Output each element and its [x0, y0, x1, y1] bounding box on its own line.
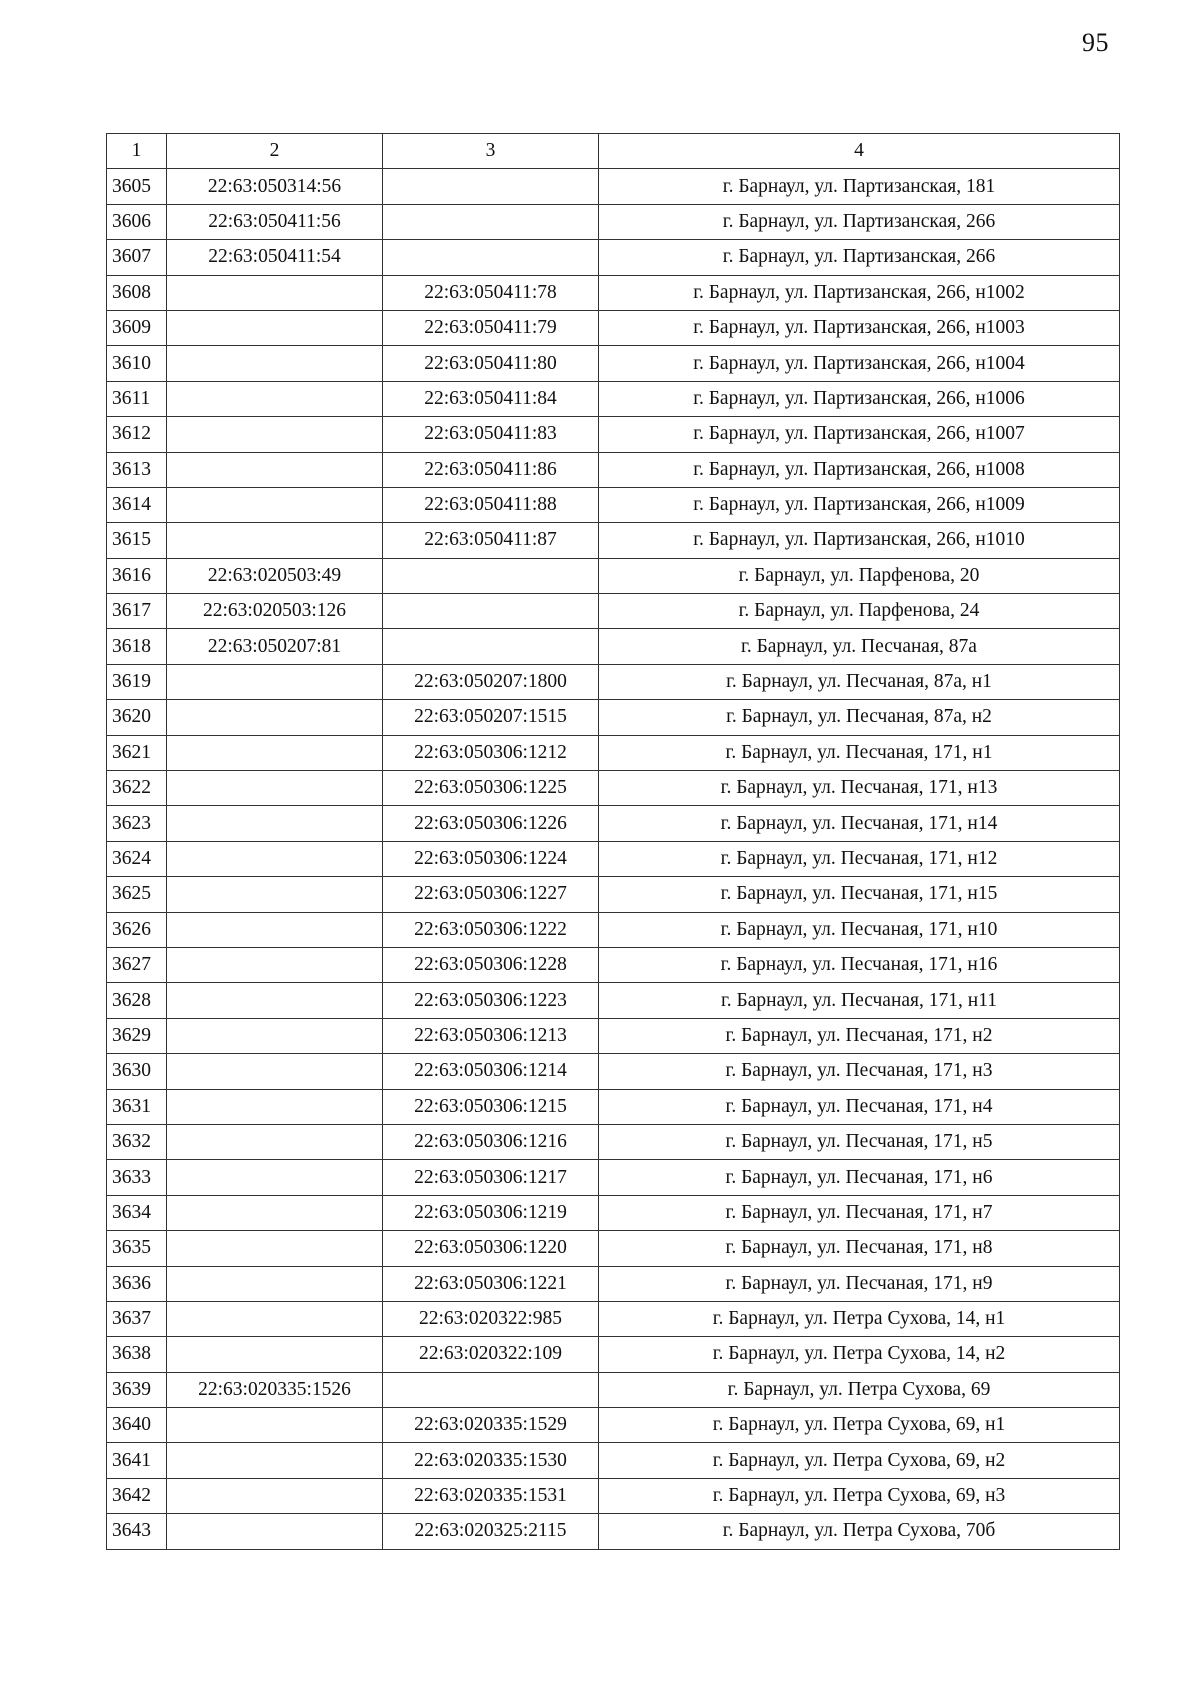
cadastral-number-cell: [167, 1301, 383, 1336]
row-number-cell: 3621: [107, 735, 167, 770]
cadastral-number-cell: [167, 1124, 383, 1159]
page-number: 95: [1082, 28, 1109, 57]
row-number-cell: 3619: [107, 664, 167, 699]
table-row: [107, 1160, 1120, 1195]
table-row: [107, 310, 1120, 345]
cadastral-number-cell: [167, 1478, 383, 1513]
row-number-cell: 3635: [107, 1231, 167, 1266]
row-number-cell: 3610: [107, 346, 167, 381]
premises-cadastral-number-cell: 22:63:050411:87: [383, 523, 599, 558]
header-row: [107, 134, 1120, 169]
address-cell: г. Барнаул, ул. Партизанская, 266, н1010: [599, 523, 1120, 558]
cadastral-number-cell: [167, 1408, 383, 1443]
premises-cadastral-number-cell: 22:63:050306:1226: [383, 806, 599, 841]
table-row: [107, 735, 1120, 770]
cadastral-number-cell: [167, 1089, 383, 1124]
table-row: [107, 240, 1120, 275]
cadastral-number-cell: [167, 1514, 383, 1549]
address-cell: г. Барнаул, ул. Песчаная, 171, н16: [599, 947, 1120, 982]
premises-cadastral-number-cell: 22:63:050306:1222: [383, 912, 599, 947]
cadastral-number-cell: [167, 806, 383, 841]
premises-cadastral-number-cell: [383, 204, 599, 239]
row-number-cell: 3643: [107, 1514, 167, 1549]
premises-cadastral-number-cell: 22:63:050411:80: [383, 346, 599, 381]
cadastral-number-cell: [167, 523, 383, 558]
table-row: [107, 983, 1120, 1018]
address-cell: г. Барнаул, ул. Партизанская, 266, н1009: [599, 487, 1120, 522]
cadastral-number-cell: [167, 1018, 383, 1053]
premises-cadastral-number-cell: 22:63:050306:1221: [383, 1266, 599, 1301]
property-table: [106, 133, 1120, 1550]
table-row: [107, 452, 1120, 487]
premises-cadastral-number-cell: 22:63:020335:1529: [383, 1408, 599, 1443]
premises-cadastral-number-cell: 22:63:020325:2115: [383, 1514, 599, 1549]
address-cell: г. Барнаул, ул. Песчаная, 171, н8: [599, 1231, 1120, 1266]
table-row: [107, 1231, 1120, 1266]
table-row: [107, 947, 1120, 982]
table-row: [107, 487, 1120, 522]
row-number-cell: 3615: [107, 523, 167, 558]
premises-cadastral-number-cell: 22:63:050411:88: [383, 487, 599, 522]
address-cell: г. Барнаул, ул. Песчаная, 171, н3: [599, 1054, 1120, 1089]
address-cell: г. Барнаул, ул. Партизанская, 181: [599, 169, 1120, 204]
table-row: [107, 700, 1120, 735]
premises-cadastral-number-cell: 22:63:050207:1800: [383, 664, 599, 699]
row-number-cell: 3623: [107, 806, 167, 841]
address-cell: г. Барнаул, ул. Партизанская, 266, н1003: [599, 310, 1120, 345]
row-number-cell: 3613: [107, 452, 167, 487]
cadastral-number-cell: [167, 912, 383, 947]
table-row: [107, 1195, 1120, 1230]
row-number-cell: 3642: [107, 1478, 167, 1513]
table-row: [107, 1443, 1120, 1478]
address-cell: г. Барнаул, ул. Песчаная, 171, н6: [599, 1160, 1120, 1195]
row-number-cell: 3618: [107, 629, 167, 664]
row-number-cell: 3632: [107, 1124, 167, 1159]
header-cell-2: 2: [167, 134, 383, 169]
address-cell: г. Барнаул, ул. Песчаная, 171, н11: [599, 983, 1120, 1018]
cadastral-number-cell: [167, 735, 383, 770]
cadastral-number-cell: [167, 1054, 383, 1089]
table-row: [107, 558, 1120, 593]
premises-cadastral-number-cell: [383, 240, 599, 275]
premises-cadastral-number-cell: 22:63:050411:78: [383, 275, 599, 310]
table-row: [107, 1124, 1120, 1159]
cadastral-number-cell: 22:63:050314:56: [167, 169, 383, 204]
row-number-cell: 3625: [107, 877, 167, 912]
table-row: [107, 1372, 1120, 1407]
table-row: [107, 1478, 1120, 1513]
premises-cadastral-number-cell: 22:63:050411:83: [383, 417, 599, 452]
header-cell-4: 4: [599, 134, 1120, 169]
premises-cadastral-number-cell: 22:63:050306:1223: [383, 983, 599, 1018]
address-cell: г. Барнаул, ул. Песчаная, 171, н1: [599, 735, 1120, 770]
address-cell: г. Барнаул, ул. Песчаная, 171, н13: [599, 771, 1120, 806]
cadastral-number-cell: [167, 947, 383, 982]
table-row: [107, 1408, 1120, 1443]
row-number-cell: 3605: [107, 169, 167, 204]
row-number-cell: 3640: [107, 1408, 167, 1443]
address-cell: г. Барнаул, ул. Партизанская, 266, н1008: [599, 452, 1120, 487]
cadastral-number-cell: 22:63:020335:1526: [167, 1372, 383, 1407]
row-number-cell: 3634: [107, 1195, 167, 1230]
cadastral-number-cell: [167, 771, 383, 806]
premises-cadastral-number-cell: 22:63:050306:1225: [383, 771, 599, 806]
premises-cadastral-number-cell: 22:63:050411:84: [383, 381, 599, 416]
cadastral-number-cell: [167, 381, 383, 416]
address-cell: г. Барнаул, ул. Песчаная, 87а: [599, 629, 1120, 664]
table-row: [107, 1337, 1120, 1372]
row-number-cell: 3627: [107, 947, 167, 982]
cadastral-number-cell: 22:63:020503:126: [167, 594, 383, 629]
row-number-cell: 3608: [107, 275, 167, 310]
address-cell: г. Барнаул, ул. Партизанская, 266, н1006: [599, 381, 1120, 416]
premises-cadastral-number-cell: 22:63:050411:79: [383, 310, 599, 345]
table-row: [107, 806, 1120, 841]
address-cell: г. Барнаул, ул. Песчаная, 171, н15: [599, 877, 1120, 912]
table-row: [107, 912, 1120, 947]
premises-cadastral-number-cell: 22:63:050306:1213: [383, 1018, 599, 1053]
address-cell: г. Барнаул, ул. Петра Сухова, 69, н3: [599, 1478, 1120, 1513]
row-number-cell: 3628: [107, 983, 167, 1018]
table-row: [107, 1018, 1120, 1053]
table-row: [107, 275, 1120, 310]
cadastral-number-cell: 22:63:050411:56: [167, 204, 383, 239]
cadastral-number-cell: [167, 664, 383, 699]
address-cell: г. Барнаул, ул. Петра Сухова, 69: [599, 1372, 1120, 1407]
address-cell: г. Барнаул, ул. Парфенова, 24: [599, 594, 1120, 629]
address-cell: г. Барнаул, ул. Партизанская, 266: [599, 240, 1120, 275]
premises-cadastral-number-cell: 22:63:020335:1531: [383, 1478, 599, 1513]
table-row: [107, 594, 1120, 629]
premises-cadastral-number-cell: 22:63:050306:1217: [383, 1160, 599, 1195]
table-row: [107, 523, 1120, 558]
premises-cadastral-number-cell: 22:63:020322:985: [383, 1301, 599, 1336]
premises-cadastral-number-cell: [383, 629, 599, 664]
address-cell: г. Барнаул, ул. Парфенова, 20: [599, 558, 1120, 593]
table-row: [107, 417, 1120, 452]
premises-cadastral-number-cell: 22:63:050411:86: [383, 452, 599, 487]
premises-cadastral-number-cell: 22:63:050306:1219: [383, 1195, 599, 1230]
row-number-cell: 3633: [107, 1160, 167, 1195]
table-row: [107, 204, 1120, 239]
premises-cadastral-number-cell: 22:63:050306:1212: [383, 735, 599, 770]
header-cell-3: 3: [383, 134, 599, 169]
address-cell: г. Барнаул, ул. Партизанская, 266, н1002: [599, 275, 1120, 310]
premises-cadastral-number-cell: 22:63:050306:1216: [383, 1124, 599, 1159]
premises-cadastral-number-cell: 22:63:020335:1530: [383, 1443, 599, 1478]
address-cell: г. Барнаул, ул. Песчаная, 171, н9: [599, 1266, 1120, 1301]
premises-cadastral-number-cell: [383, 558, 599, 593]
cadastral-number-cell: [167, 417, 383, 452]
table-row: [107, 1089, 1120, 1124]
premises-cadastral-number-cell: 22:63:050306:1228: [383, 947, 599, 982]
premises-cadastral-number-cell: 22:63:050306:1215: [383, 1089, 599, 1124]
row-number-cell: 3616: [107, 558, 167, 593]
address-cell: г. Барнаул, ул. Песчаная, 171, н12: [599, 841, 1120, 876]
address-cell: г. Барнаул, ул. Партизанская, 266, н1007: [599, 417, 1120, 452]
premises-cadastral-number-cell: 22:63:050207:1515: [383, 700, 599, 735]
cadastral-number-cell: 22:63:050207:81: [167, 629, 383, 664]
row-number-cell: 3607: [107, 240, 167, 275]
row-number-cell: 3611: [107, 381, 167, 416]
table-row: [107, 841, 1120, 876]
row-number-cell: 3620: [107, 700, 167, 735]
premises-cadastral-number-cell: 22:63:050306:1220: [383, 1231, 599, 1266]
table-row: [107, 629, 1120, 664]
address-cell: г. Барнаул, ул. Песчаная, 171, н14: [599, 806, 1120, 841]
row-number-cell: 3624: [107, 841, 167, 876]
address-cell: г. Барнаул, ул. Песчаная, 171, н5: [599, 1124, 1120, 1159]
address-cell: г. Барнаул, ул. Петра Сухова, 69, н2: [599, 1443, 1120, 1478]
cadastral-number-cell: [167, 877, 383, 912]
table-row: [107, 877, 1120, 912]
cadastral-number-cell: [167, 1337, 383, 1372]
address-cell: г. Барнаул, ул. Петра Сухова, 70б: [599, 1514, 1120, 1549]
address-cell: г. Барнаул, ул. Песчаная, 87а, н2: [599, 700, 1120, 735]
table-row: [107, 1514, 1120, 1549]
table-row: [107, 1301, 1120, 1336]
table-row: [107, 381, 1120, 416]
row-number-cell: 3636: [107, 1266, 167, 1301]
header-cell-1: 1: [107, 134, 167, 169]
address-cell: г. Барнаул, ул. Песчаная, 171, н2: [599, 1018, 1120, 1053]
row-number-cell: 3617: [107, 594, 167, 629]
cadastral-number-cell: [167, 487, 383, 522]
row-number-cell: 3626: [107, 912, 167, 947]
address-cell: г. Барнаул, ул. Песчаная, 87а, н1: [599, 664, 1120, 699]
cadastral-number-cell: [167, 310, 383, 345]
address-cell: г. Барнаул, ул. Петра Сухова, 14, н2: [599, 1337, 1120, 1372]
table-row: [107, 771, 1120, 806]
cadastral-number-cell: [167, 1231, 383, 1266]
address-cell: г. Барнаул, ул. Песчаная, 171, н4: [599, 1089, 1120, 1124]
cadastral-number-cell: [167, 275, 383, 310]
address-cell: г. Барнаул, ул. Партизанская, 266: [599, 204, 1120, 239]
row-number-cell: 3631: [107, 1089, 167, 1124]
address-cell: г. Барнаул, ул. Партизанская, 266, н1004: [599, 346, 1120, 381]
address-cell: г. Барнаул, ул. Песчаная, 171, н10: [599, 912, 1120, 947]
address-cell: г. Барнаул, ул. Песчаная, 171, н7: [599, 1195, 1120, 1230]
cadastral-number-cell: [167, 1195, 383, 1230]
table-row: [107, 346, 1120, 381]
table-row: [107, 664, 1120, 699]
premises-cadastral-number-cell: [383, 1372, 599, 1407]
premises-cadastral-number-cell: [383, 594, 599, 629]
address-cell: г. Барнаул, ул. Петра Сухова, 14, н1: [599, 1301, 1120, 1336]
row-number-cell: 3630: [107, 1054, 167, 1089]
row-number-cell: 3641: [107, 1443, 167, 1478]
premises-cadastral-number-cell: 22:63:050306:1227: [383, 877, 599, 912]
cadastral-number-cell: [167, 841, 383, 876]
cadastral-number-cell: 22:63:020503:49: [167, 558, 383, 593]
table-row: [107, 1266, 1120, 1301]
cadastral-number-cell: [167, 1443, 383, 1478]
premises-cadastral-number-cell: [383, 169, 599, 204]
row-number-cell: 3622: [107, 771, 167, 806]
row-number-cell: 3606: [107, 204, 167, 239]
row-number-cell: 3637: [107, 1301, 167, 1336]
address-cell: г. Барнаул, ул. Петра Сухова, 69, н1: [599, 1408, 1120, 1443]
row-number-cell: 3614: [107, 487, 167, 522]
premises-cadastral-number-cell: 22:63:020322:109: [383, 1337, 599, 1372]
cadastral-number-cell: 22:63:050411:54: [167, 240, 383, 275]
row-number-cell: 3612: [107, 417, 167, 452]
cadastral-number-cell: [167, 346, 383, 381]
cadastral-number-cell: [167, 452, 383, 487]
row-number-cell: 3638: [107, 1337, 167, 1372]
premises-cadastral-number-cell: 22:63:050306:1214: [383, 1054, 599, 1089]
cadastral-number-cell: [167, 1266, 383, 1301]
table-row: [107, 169, 1120, 204]
table-row: [107, 1054, 1120, 1089]
row-number-cell: 3629: [107, 1018, 167, 1053]
table-header: [107, 134, 1120, 169]
cadastral-number-cell: [167, 1160, 383, 1195]
premises-cadastral-number-cell: 22:63:050306:1224: [383, 841, 599, 876]
table-body: [107, 169, 1120, 1549]
row-number-cell: 3639: [107, 1372, 167, 1407]
cadastral-number-cell: [167, 983, 383, 1018]
cadastral-number-cell: [167, 700, 383, 735]
row-number-cell: 3609: [107, 310, 167, 345]
